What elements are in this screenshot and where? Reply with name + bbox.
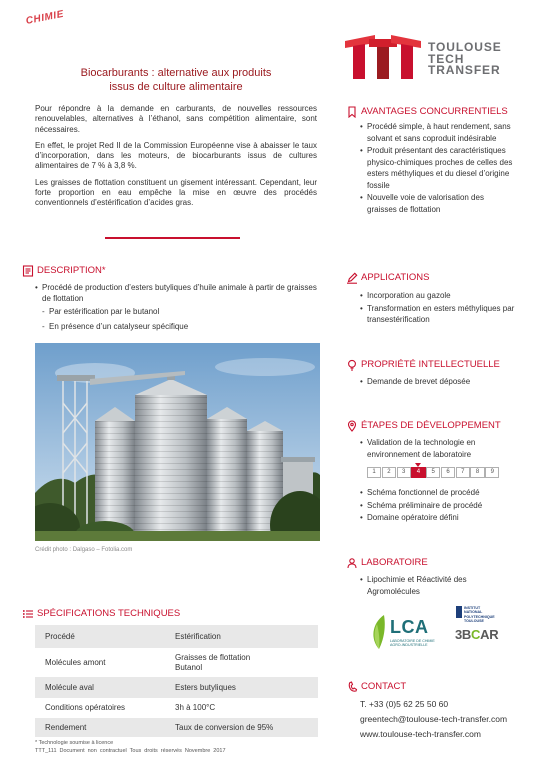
list-item: • Transformation en esters méthyliques par transestérification [360,303,515,326]
list-item: • Schéma fonctionnel de procédé [360,487,515,499]
bbcar-logo-part: C [471,627,481,642]
spec-value-line: Butanol [175,662,203,672]
spec-label: Molécule aval [35,677,165,698]
trl-level: 1 [367,467,381,478]
spec-value [165,698,318,718]
development-steps-list [360,487,515,525]
license-note: * Technologie soumise à licence [35,740,114,746]
development-heading [346,420,501,432]
map-pin-icon [346,420,358,432]
bbcar-logo-part: AR [480,627,499,642]
section-divider [105,237,240,239]
spec-label: Procédé [35,625,165,648]
intro-paragraph: Pour répondre à la demande en carburants, de nouvelles ressources renouvelables, alternatives à l’éthanol, sans compétition alimentaire, sont nécessaires. [35,104,317,134]
development-heading-label: ÉTAPES DE DÉVELOPPEMENT [361,420,501,431]
trl-level: 7 [456,467,470,478]
list-item: • Produit présentant des caractéristiques physico-chimiques proches de celles des esters méthyliques et du diesel d’origine fossile [360,145,515,191]
lca-logo-name: LCA [390,617,429,637]
spec-label: Rendement [35,718,165,737]
list-item: • Domaine opératoire défini [360,512,515,524]
trl-level: 9 [485,467,499,478]
description-list [35,283,317,305]
document-icon [22,265,34,277]
specifications-heading-label: SPÉCIFICATIONS TECHNIQUES [37,608,181,619]
trl-level: 3 [397,467,411,478]
contact-heading-label: CONTACT [361,681,407,692]
lca-logo-subtitle: LABORATOIRE DE CHIMIE AGRO-INDUSTRIELLE [390,639,435,648]
contact-email-link[interactable]: greentech@toulouse-tech-transfer.com [360,714,508,724]
applications-heading-label: APPLICATIONS [361,272,430,283]
list-item: • Nouvelle voie de valorisation des graisses de flottation [360,192,515,215]
contact-phone: T. +33 (0)5 62 25 50 60 [360,699,449,709]
category-label: CHIMIE [24,8,65,27]
ip-list [360,376,515,389]
brand-line: TOULOUSE [428,40,502,54]
photo-credit: Crédit photo : Dalgaso – Fotolia.com [35,547,133,553]
development-list [360,437,510,461]
brand-line: TRANSFER [428,63,501,77]
contact-website-link[interactable]: www.toulouse-tech-transfer.com [360,729,481,739]
brand-line: TECH [428,51,465,66]
description-heading [22,265,106,277]
leaf-icon [370,614,388,650]
person-icon [346,557,358,569]
phone-icon [346,681,358,693]
spec-value-line: 3h à 100°C [175,703,216,712]
description-sub-list [42,307,317,337]
spec-value-line: Taux de conversion de 95% [175,722,274,732]
spec-value [165,677,318,698]
advantages-heading [346,106,508,118]
brand-name [428,42,502,77]
advantages-heading-label: AVANTAGES CONCURRENTIELS [361,106,508,117]
specifications-table [35,625,318,737]
ip-heading-label: PROPRIÉTÉ INTELLECTUELLE [361,359,500,370]
bookmark-icon [346,106,358,118]
spec-value-line: Esters butyliques [175,682,236,692]
trl-level: 6 [441,467,455,478]
list-item: - En présence d’un catalyseur spécifique [42,322,317,333]
silo-photo [35,343,320,541]
table-row [35,718,318,737]
laboratory-heading-label: LABORATOIRE [361,557,428,568]
trl-level: 2 [382,467,396,478]
list-item: • Procédé de production d’esters butyliques d’huile animale à partir de graisses de flottation [35,283,317,304]
intro-paragraph: Les graisses de flottation constituent un gisement intéressant. Cependant, leur forte proportion en eau empêche la mise en œuvre des procédés conventionnels d’estérification d’acides gras. [35,177,317,208]
trl-level: 5 [426,467,440,478]
inp-logo-line: TOULOUSE [464,618,484,623]
bbcar-logo-part: 3B [455,627,472,642]
spec-value [165,625,318,648]
spec-value-line: Estérification [175,631,221,641]
applications-heading [346,272,429,284]
legal-footer: TTT_111 Document non contractuel Tous droits réservés Novembre 2017 [35,748,226,754]
list-item: - Par estérification par le butanol [42,307,317,318]
applications-list [360,290,515,327]
contact-details [360,697,507,742]
list-item: • Procédé simple, à haut rendement, sans solvant et sans coproduit indésirable [360,121,515,144]
title-line: issus de culture alimentaire [109,81,243,93]
inp-logo [456,606,498,624]
bbcar-logo [455,627,498,643]
spec-value [165,718,318,737]
table-row [35,648,318,677]
list-icon [22,608,34,620]
contact-heading [346,681,406,693]
intro-text [35,104,317,215]
ip-heading [346,359,500,371]
list-item: • Schéma préliminaire de procédé [360,500,515,512]
table-row [35,625,318,648]
page-title [35,66,317,94]
inp-logo-line: INSTITUT NATIONAL POLYTECHNIQUE [464,606,495,619]
list-item: • Incorporation au gazole [360,290,515,302]
lightbulb-icon [346,359,358,371]
specifications-heading [22,608,180,620]
list-item: • Validation de la technologie en environnement de laboratoire [360,437,510,460]
intro-paragraph: En effet, le projet Red II de la Commission Européenne vise à abaisser le taux d’incorporation, dans les moteurs, de biocarburants issus de cultures alimentaires de 7 % à 3,8 %. [35,140,317,171]
inp-logo-mark [456,606,462,618]
spec-label: Conditions opératoires [45,703,126,712]
list-item: • Lipochimie et Réactivité des Agromolécules [360,574,510,597]
trl-level: 4 [411,467,425,478]
trl-level: 8 [470,467,484,478]
title-line: Biocarburants : alternative aux produits [80,67,272,79]
spec-label: Molécules amont [45,657,106,667]
trl-scale [367,467,500,478]
laboratory-list [360,574,510,598]
advantages-list [360,121,515,216]
table-row [35,698,318,718]
pencil-icon [346,272,358,284]
inp-logo-text [464,606,498,623]
spec-value-line: Graisses de flottation [175,652,251,662]
ttt-logo-icon [345,35,421,79]
lca-logo [370,612,440,658]
description-heading-label: DESCRIPTION* [37,265,106,276]
table-row [35,677,318,698]
list-item: • Demande de brevet déposée [360,376,515,388]
laboratory-heading [346,557,428,569]
spec-value [165,648,318,677]
